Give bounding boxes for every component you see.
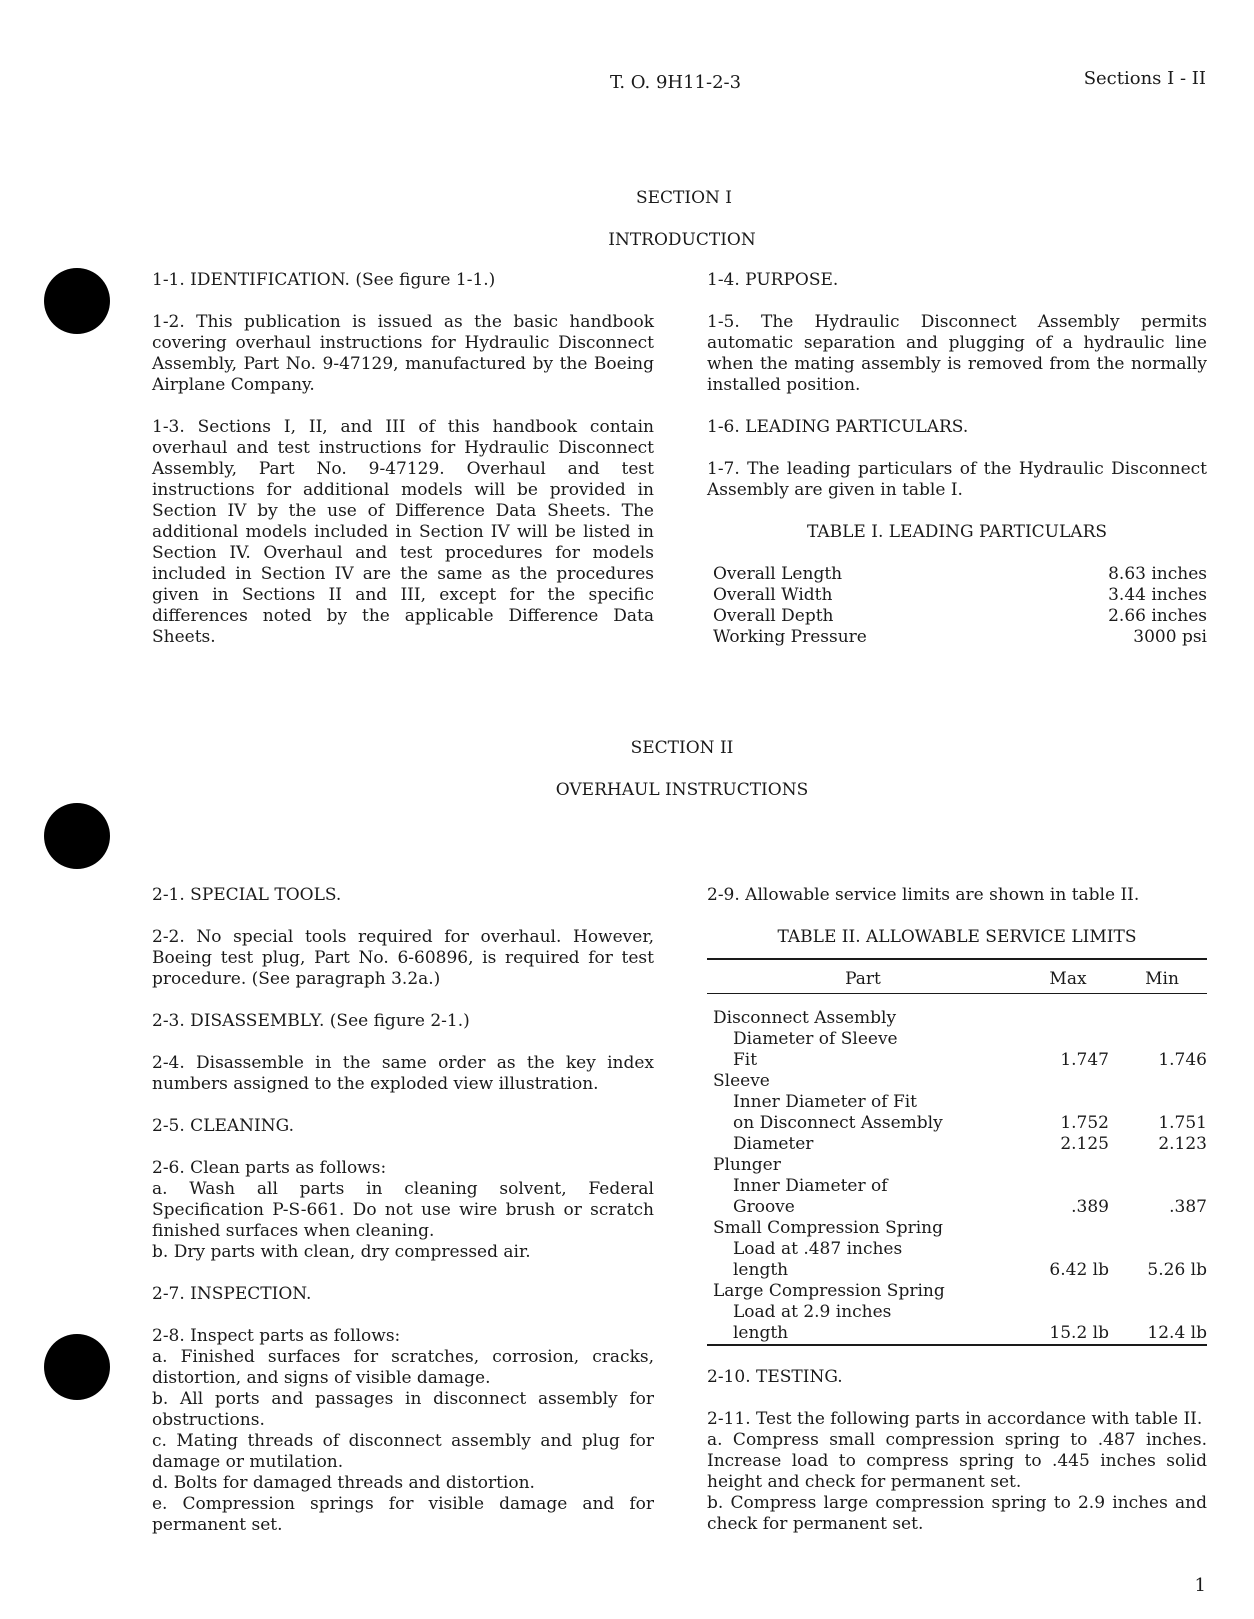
table-2-part: Load at .487 inches	[733, 1239, 903, 1259]
table-2-min	[1117, 1218, 1207, 1239]
table-1-title: TABLE I. LEADING PARTICULARS	[806, 522, 1108, 542]
table-2-part: Disconnect Assembly	[713, 1008, 897, 1028]
para-1-6: 1-6. LEADING PARTICULARS.	[707, 417, 969, 437]
table-2-min	[1117, 1239, 1207, 1260]
table-2-max	[1019, 1176, 1117, 1197]
para-2-8a: a. Finished surfaces for scratches, corrosion, cracks, distortion, and signs of visible damage.	[152, 1347, 654, 1388]
table-2-row	[707, 1260, 1207, 1281]
table-2-min: .387	[1169, 1197, 1207, 1217]
binder-hole-bottom	[44, 1334, 110, 1400]
para-2-2: 2-2. No special tools required for overhaul. However, Boeing test plug, Part No. 6-60896, is required for test procedure. (See paragraph 3.2a.)	[152, 927, 654, 989]
table-2-part: Inner Diameter of	[733, 1176, 888, 1196]
table-2-part: Large Compression Spring	[713, 1281, 945, 1301]
table-2-max: 6.42 lb	[1049, 1260, 1109, 1280]
table-1-value: 2.66 inches	[1108, 606, 1207, 626]
para-2-11a: a. Compress small compression spring to .487 inches. Increase load to compress spring to .445 inches solid height and check for permanent set.	[707, 1430, 1207, 1492]
table-2-min	[1117, 1029, 1207, 1050]
binder-hole-top	[44, 268, 110, 334]
para-2-8b: b. All ports and passages in disconnect assembly for obstructions.	[152, 1389, 654, 1430]
table-2-header-min: Min	[1145, 969, 1179, 989]
table-1-value: 3.44 inches	[1108, 585, 1207, 605]
para-2-8d: d. Bolts for damaged threads and distortion.	[152, 1473, 535, 1493]
table-2-min	[1117, 1155, 1207, 1176]
para-1-7: 1-7. The leading particulars of the Hydraulic Disconnect Assembly are given in table I.	[707, 459, 1207, 500]
table-2-min	[1117, 1092, 1207, 1113]
table-2-max	[1019, 1218, 1117, 1239]
table-2-max: 1.747	[1060, 1050, 1109, 1070]
table-2-min: 1.746	[1158, 1050, 1207, 1070]
table-2-part: Small Compression Spring	[713, 1218, 944, 1238]
table-2-row	[707, 1029, 1207, 1050]
para-1-2: 1-2. This publication is issued as the basic handbook covering overhaul instructions for Hydraulic Disconnect Assembly, Part No. 9-47129, manufactured by the Boeing Airplane Company.	[152, 312, 654, 395]
table-2-title: TABLE II. ALLOWABLE SERVICE LIMITS	[777, 927, 1137, 947]
table-2-row	[707, 1092, 1207, 1113]
table-2-part: Load at 2.9 inches	[733, 1302, 892, 1322]
section-2-left-column	[152, 885, 654, 1536]
para-2-8: 2-8. Inspect parts as follows:	[152, 1326, 401, 1346]
table-2-row	[707, 1323, 1207, 1345]
table-2-max: 2.125	[1060, 1134, 1109, 1154]
section-2-right-column	[707, 885, 1207, 1535]
binder-hole-middle	[44, 803, 110, 869]
table-2-row	[707, 1239, 1207, 1260]
table-1-row	[707, 564, 1207, 585]
table-2-part: Inner Diameter of Fit	[733, 1092, 918, 1112]
para-2-3: 2-3. DISASSEMBLY. (See figure 2-1.)	[152, 1011, 470, 1031]
table-2-part: Diameter	[733, 1134, 814, 1154]
table-2-row	[707, 1197, 1207, 1218]
table-2-min: 5.26 lb	[1147, 1260, 1207, 1280]
table-2-row	[707, 1008, 1207, 1029]
table-2-min	[1117, 1071, 1207, 1092]
section-1-title: SECTION I	[635, 188, 733, 208]
table-2-min	[1117, 1176, 1207, 1197]
para-2-6a: a. Wash all parts in cleaning solvent, Federal Specification P-S-661. Do not use wire brush or scratch finished surfaces when cleaning.	[152, 1179, 654, 1241]
table-2-max	[1019, 1008, 1117, 1029]
table-2-min: 12.4 lb	[1147, 1323, 1207, 1343]
para-2-11b: b. Compress large compression spring to 2.9 inches and check for permanent set.	[707, 1493, 1207, 1534]
table-2-max	[1019, 1302, 1117, 1323]
para-2-7: 2-7. INSPECTION.	[152, 1284, 312, 1304]
para-1-3: 1-3. Sections I, II, and III of this handbook contain overhaul and test instructions for Hydraulic Disconnect Assembly, Part No. 9-47129. Overhaul and test instructions for additional models will be provided in Section IV by the use of Difference Data Sheets. The additional models included in Section IV will be listed in Section IV. Overhaul and test procedures for models included in Section IV are the same as the procedures given in Sections II and III, except for the specific differences noted by the applicable Difference Data Sheets.	[152, 417, 654, 647]
table-1-label: Overall Depth	[713, 606, 834, 626]
section-1-subtitle: INTRODUCTION	[608, 230, 756, 250]
table-2-max: 1.752	[1060, 1113, 1109, 1133]
table-2-row	[707, 1218, 1207, 1239]
para-1-5: 1-5. The Hydraulic Disconnect Assembly permits automatic separation and plugging of a hydraulic line when the mating assembly is removed from the normally installed position.	[707, 312, 1207, 395]
table-2-max: .389	[1071, 1197, 1109, 1217]
table-2-part: Plunger	[713, 1155, 781, 1175]
table-2-part: Fit	[733, 1050, 758, 1070]
para-2-9: 2-9. Allowable service limits are shown in table II.	[707, 885, 1140, 905]
table-1-row	[707, 585, 1207, 606]
section-range: Sections I - II	[1083, 68, 1206, 89]
para-2-8c: c. Mating threads of disconnect assembly and plug for damage or mutilation.	[152, 1431, 654, 1472]
para-1-1: 1-1. IDENTIFICATION. (See figure 1-1.)	[152, 270, 496, 290]
table-2-row	[707, 1050, 1207, 1071]
table-2-row	[707, 1134, 1207, 1155]
table-2-row	[707, 1176, 1207, 1197]
section-2-subtitle: OVERHAUL INSTRUCTIONS	[555, 780, 809, 800]
table-2-max	[1019, 1281, 1117, 1302]
para-2-11: 2-11. Test the following parts in accordance with table II.	[707, 1409, 1203, 1429]
section-1-right-column	[707, 270, 1207, 648]
table-2-max	[1019, 1092, 1117, 1113]
table-2-max	[1019, 1239, 1117, 1260]
table-1-label: Overall Length	[713, 564, 843, 584]
table-2-max: 15.2 lb	[1049, 1323, 1109, 1343]
table-2-max	[1019, 1155, 1117, 1176]
section-1-left-column	[152, 270, 654, 648]
table-1-row	[707, 606, 1207, 627]
table-2-part: Groove	[733, 1197, 795, 1217]
table-2-min: 2.123	[1158, 1134, 1207, 1154]
table-2-row	[707, 1071, 1207, 1092]
table-2-min	[1117, 1281, 1207, 1302]
table-1-leading-particulars	[707, 564, 1207, 648]
para-2-10: 2-10. TESTING.	[707, 1367, 843, 1387]
table-2-min	[1117, 1008, 1207, 1029]
table-2-min	[1117, 1302, 1207, 1323]
table-2-min: 1.751	[1158, 1113, 1207, 1133]
para-1-4: 1-4. PURPOSE.	[707, 270, 839, 290]
table-2-max	[1019, 1029, 1117, 1050]
table-2-row	[707, 1113, 1207, 1134]
section-2-title: SECTION II	[630, 738, 734, 758]
table-2-part: Sleeve	[713, 1071, 770, 1091]
para-2-5: 2-5. CLEANING.	[152, 1116, 295, 1136]
table-2-header-max: Max	[1049, 969, 1087, 989]
table-1-label: Working Pressure	[713, 627, 867, 647]
page-number: 1	[1194, 1575, 1206, 1596]
table-2-part: Diameter of Sleeve	[733, 1029, 898, 1049]
table-2-part: length	[733, 1323, 789, 1343]
table-2-service-limits	[707, 958, 1207, 1346]
table-2-row	[707, 1155, 1207, 1176]
para-2-1: 2-1. SPECIAL TOOLS.	[152, 885, 342, 905]
para-2-6: 2-6. Clean parts as follows:	[152, 1158, 387, 1178]
table-2-header-part: Part	[845, 969, 881, 989]
doc-number: T. O. 9H11-2-3	[610, 72, 742, 93]
table-1-value: 3000 psi	[1133, 627, 1207, 647]
table-2-row	[707, 1281, 1207, 1302]
table-2-max	[1019, 1071, 1117, 1092]
table-1-value: 8.63 inches	[1108, 564, 1207, 584]
para-2-4: 2-4. Disassemble in the same order as the key index numbers assigned to the exploded view illustration.	[152, 1053, 654, 1094]
table-2-part: on Disconnect Assembly	[733, 1113, 943, 1133]
table-1-label: Overall Width	[713, 585, 833, 605]
para-2-6b: b. Dry parts with clean, dry compressed air.	[152, 1242, 531, 1262]
para-2-8e: e. Compression springs for visible damage and for permanent set.	[152, 1494, 654, 1535]
table-2-row	[707, 1302, 1207, 1323]
table-2-part: length	[733, 1260, 789, 1280]
table-1-row	[707, 627, 1207, 648]
